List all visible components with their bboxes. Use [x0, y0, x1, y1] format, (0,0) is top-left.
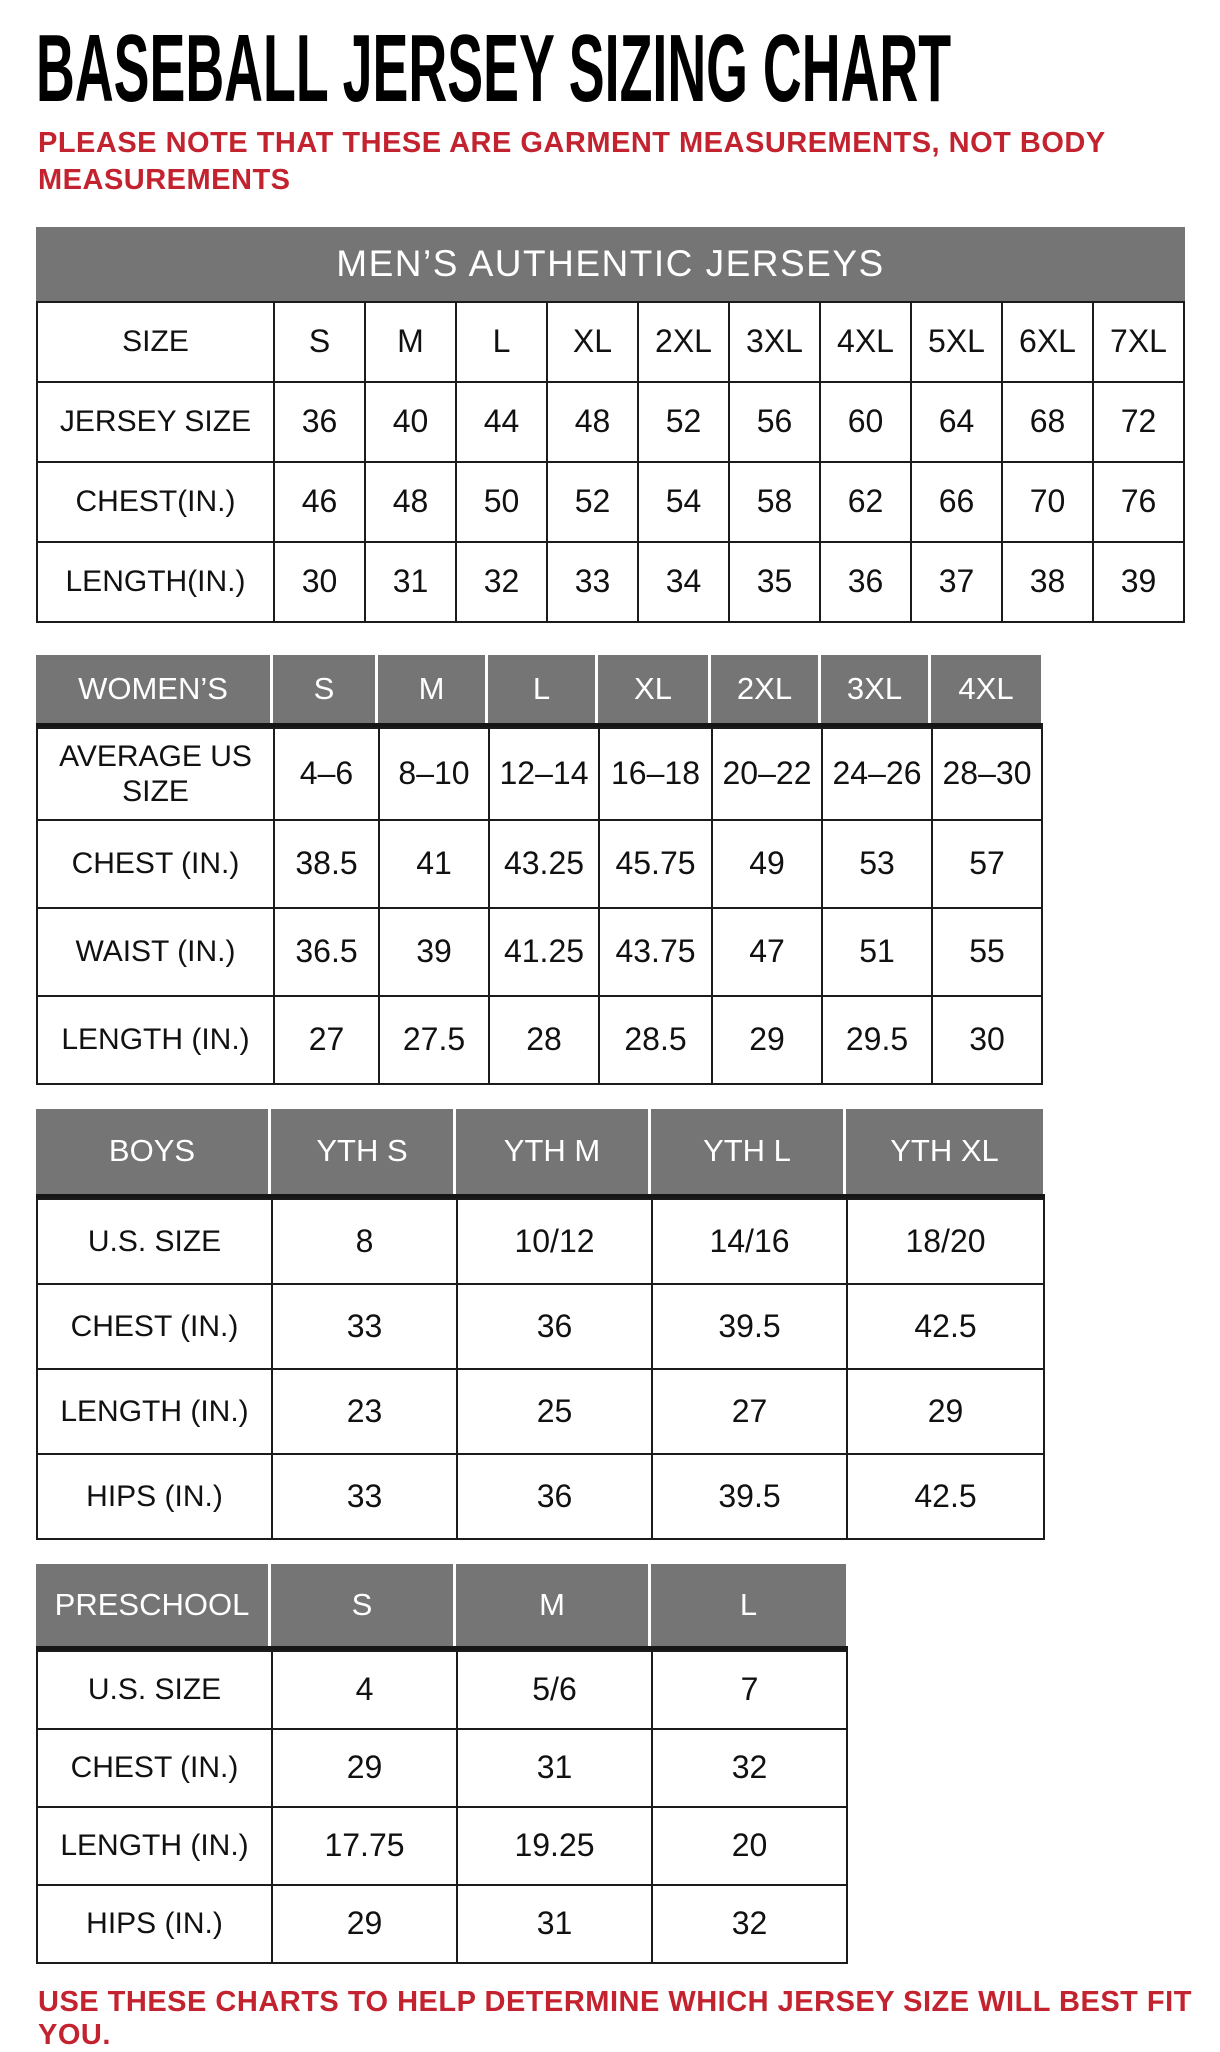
row-label-cell: CHEST (IN.)	[38, 1730, 273, 1808]
value-cell: 27	[653, 1370, 848, 1455]
value-cell: 48	[548, 383, 639, 463]
value-cell: 29	[848, 1370, 1045, 1455]
garment-measurement-note	[38, 125, 1220, 199]
value-cell: 19.25	[458, 1808, 653, 1886]
table-header-row	[36, 1109, 1045, 1198]
row-label-cell: WAIST (IN.)	[38, 909, 275, 997]
sizing-tables-container	[0, 227, 1220, 1964]
footer-note: USE THESE CHARTS TO HELP DETERMINE WHICH JERSEY SIZE WILL BEST FIT YOU.	[38, 1985, 1192, 2051]
column-header-cell: 2XL	[711, 655, 821, 723]
row-label-cell: CHEST(IN.)	[38, 463, 275, 543]
value-cell: 36	[458, 1455, 653, 1540]
value-cell: 5/6	[458, 1652, 653, 1730]
column-header-cell: YTH S	[271, 1109, 456, 1194]
value-cell: 35	[730, 543, 821, 623]
value-cell: 62	[821, 463, 912, 543]
table-row	[38, 1730, 848, 1808]
value-cell: 4	[273, 1652, 458, 1730]
value-cell: 39	[1094, 543, 1185, 623]
row-label-cell: LENGTH(IN.)	[38, 543, 275, 623]
value-cell: S	[275, 303, 366, 383]
row-label-cell: LENGTH (IN.)	[38, 1370, 273, 1455]
value-cell: 7	[653, 1652, 848, 1730]
header-label-cell: WOMEN’S	[36, 655, 273, 723]
value-cell: 31	[458, 1886, 653, 1964]
value-cell: 56	[730, 383, 821, 463]
value-cell: 24–26	[823, 729, 933, 821]
row-label-cell: LENGTH (IN.)	[38, 997, 275, 1085]
value-cell: 42.5	[848, 1285, 1045, 1370]
table-row	[38, 1652, 848, 1730]
value-cell: 29	[273, 1886, 458, 1964]
value-cell: 32	[653, 1730, 848, 1808]
column-header-cell: XL	[598, 655, 711, 723]
column-header-cell: M	[456, 1564, 651, 1646]
value-cell: 31	[366, 543, 457, 623]
header-label-cell: BOYS	[36, 1109, 271, 1194]
value-cell: L	[457, 303, 548, 383]
value-cell: 39.5	[653, 1285, 848, 1370]
value-cell: 28–30	[933, 729, 1043, 821]
value-cell: 6XL	[1003, 303, 1094, 383]
value-cell: 36.5	[275, 909, 380, 997]
value-cell: 66	[912, 463, 1003, 543]
value-cell: 27.5	[380, 997, 490, 1085]
table-row	[38, 1808, 848, 1886]
value-cell: 30	[933, 997, 1043, 1085]
value-cell: XL	[548, 303, 639, 383]
value-cell: 38.5	[275, 821, 380, 909]
table-header-row	[36, 655, 1043, 727]
sizing-table-preschool	[36, 1564, 848, 1964]
value-cell: 25	[458, 1370, 653, 1455]
value-cell: M	[366, 303, 457, 383]
value-cell: 7XL	[1094, 303, 1185, 383]
note-line-2: MEASUREMENTS	[38, 163, 291, 196]
value-cell: 52	[548, 463, 639, 543]
value-cell: 10/12	[458, 1200, 653, 1285]
row-label-cell: U.S. SIZE	[38, 1200, 273, 1285]
value-cell: 32	[457, 543, 548, 623]
value-cell: 70	[1003, 463, 1094, 543]
value-cell: 41	[380, 821, 490, 909]
table-header-row	[36, 1564, 848, 1650]
table-banner: MEN’S AUTHENTIC JERSEYS	[36, 227, 1185, 301]
value-cell: 39.5	[653, 1455, 848, 1540]
column-header-cell: M	[378, 655, 488, 723]
value-cell: 36	[821, 543, 912, 623]
value-cell: 12–14	[490, 729, 600, 821]
value-cell: 46	[275, 463, 366, 543]
row-label-cell: HIPS (IN.)	[38, 1886, 273, 1964]
table-row	[38, 463, 1185, 543]
value-cell: 39	[380, 909, 490, 997]
table-row	[38, 383, 1185, 463]
value-cell: 51	[823, 909, 933, 997]
table-row	[38, 543, 1185, 623]
value-cell: 23	[273, 1370, 458, 1455]
column-header-cell: L	[651, 1564, 846, 1646]
value-cell: 44	[457, 383, 548, 463]
column-header-cell: YTH M	[456, 1109, 651, 1194]
page-title: BASEBALL JERSEY SIZING CHART	[36, 15, 952, 122]
value-cell: 27	[275, 997, 380, 1085]
value-cell: 40	[366, 383, 457, 463]
value-cell: 36	[458, 1285, 653, 1370]
value-cell: 18/20	[848, 1200, 1045, 1285]
value-cell: 60	[821, 383, 912, 463]
value-cell: 52	[639, 383, 730, 463]
sizing-table-womens	[36, 655, 1043, 1085]
value-cell: 54	[639, 463, 730, 543]
sizing-table-boys	[36, 1109, 1045, 1540]
value-cell: 8–10	[380, 729, 490, 821]
value-cell: 64	[912, 383, 1003, 463]
value-cell: 3XL	[730, 303, 821, 383]
value-cell: 30	[275, 543, 366, 623]
table-row	[38, 729, 1043, 821]
table-row	[38, 909, 1043, 997]
row-label-cell: LENGTH (IN.)	[38, 1808, 273, 1886]
value-cell: 38	[1003, 543, 1094, 623]
column-header-cell: 4XL	[931, 655, 1041, 723]
value-cell: 37	[912, 543, 1003, 623]
table-row	[38, 997, 1043, 1085]
value-cell: 20	[653, 1808, 848, 1886]
column-header-cell: S	[273, 655, 378, 723]
value-cell: 4XL	[821, 303, 912, 383]
value-cell: 31	[458, 1730, 653, 1808]
column-header-cell: S	[271, 1564, 456, 1646]
header-label-cell: PRESCHOOL	[36, 1564, 271, 1646]
value-cell: 16–18	[600, 729, 713, 821]
value-cell: 43.25	[490, 821, 600, 909]
value-cell: 45.75	[600, 821, 713, 909]
value-cell: 4–6	[275, 729, 380, 821]
value-cell: 48	[366, 463, 457, 543]
value-cell: 43.75	[600, 909, 713, 997]
row-label-cell: JERSEY SIZE	[38, 383, 275, 463]
value-cell: 41.25	[490, 909, 600, 997]
value-cell: 57	[933, 821, 1043, 909]
value-cell: 50	[457, 463, 548, 543]
value-cell: 29.5	[823, 997, 933, 1085]
row-label-cell: AVERAGE US SIZE	[38, 729, 275, 821]
table-row	[38, 1370, 1045, 1455]
table-body	[36, 301, 1185, 623]
value-cell: 29	[713, 997, 823, 1085]
table-row	[38, 1886, 848, 1964]
table-body	[36, 1198, 1045, 1540]
value-cell: 36	[275, 383, 366, 463]
value-cell: 42.5	[848, 1455, 1045, 1540]
column-header-cell: L	[488, 655, 598, 723]
value-cell: 58	[730, 463, 821, 543]
table-row	[38, 1285, 1045, 1370]
row-label-cell: HIPS (IN.)	[38, 1455, 273, 1540]
table-body	[36, 1650, 848, 1964]
note-line-1: PLEASE NOTE THAT THESE ARE GARMENT MEASUREMENTS, NOT BODY	[38, 126, 1106, 159]
value-cell: 29	[273, 1730, 458, 1808]
value-cell: 20–22	[713, 729, 823, 821]
value-cell: 68	[1003, 383, 1094, 463]
value-cell: 49	[713, 821, 823, 909]
value-cell: 8	[273, 1200, 458, 1285]
table-row	[38, 303, 1185, 383]
row-label-cell: SIZE	[38, 303, 275, 383]
table-row	[38, 821, 1043, 909]
value-cell: 17.75	[273, 1808, 458, 1886]
column-header-cell: YTH L	[651, 1109, 846, 1194]
table-row	[38, 1455, 1045, 1540]
value-cell: 5XL	[912, 303, 1003, 383]
value-cell: 14/16	[653, 1200, 848, 1285]
table-body	[36, 727, 1043, 1085]
value-cell: 34	[639, 543, 730, 623]
value-cell: 28.5	[600, 997, 713, 1085]
value-cell: 33	[548, 543, 639, 623]
value-cell: 53	[823, 821, 933, 909]
value-cell: 28	[490, 997, 600, 1085]
value-cell: 47	[713, 909, 823, 997]
sizing-table-mens-authentic-jerseys	[36, 227, 1185, 623]
row-label-cell: U.S. SIZE	[38, 1652, 273, 1730]
value-cell: 72	[1094, 383, 1185, 463]
row-label-cell: CHEST (IN.)	[38, 1285, 273, 1370]
value-cell: 33	[273, 1285, 458, 1370]
column-header-cell: 3XL	[821, 655, 931, 723]
value-cell: 55	[933, 909, 1043, 997]
value-cell: 33	[273, 1455, 458, 1540]
value-cell: 2XL	[639, 303, 730, 383]
value-cell: 76	[1094, 463, 1185, 543]
row-label-cell: CHEST (IN.)	[38, 821, 275, 909]
table-row	[38, 1200, 1045, 1285]
column-header-cell: YTH XL	[846, 1109, 1043, 1194]
value-cell: 32	[653, 1886, 848, 1964]
